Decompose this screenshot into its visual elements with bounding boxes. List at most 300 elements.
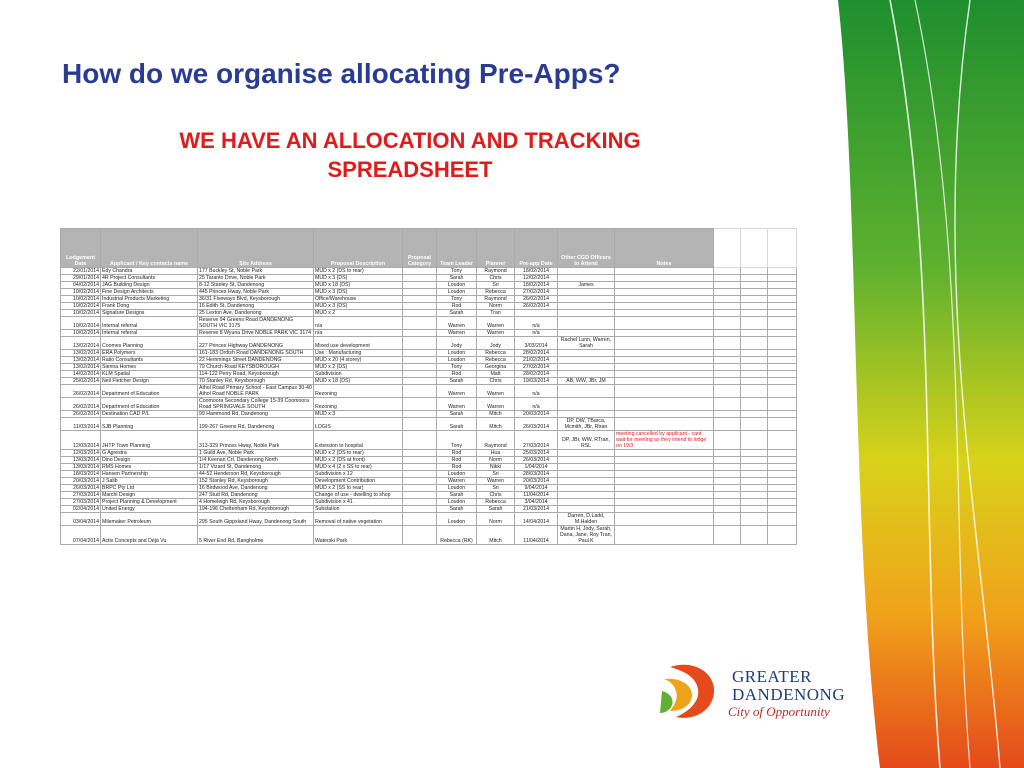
cell-proposal-description: Change of use - dwelling to shop — [314, 492, 403, 499]
cell-blank — [768, 513, 797, 526]
cell-other-officers — [558, 411, 615, 418]
cell-other-officers — [558, 357, 615, 364]
cell-blank — [741, 317, 768, 330]
cell-other-officers — [558, 303, 615, 310]
cell-proposal-description: MUD x 3 (DS) — [314, 303, 403, 310]
cell-site-address: 44-52 Henderson Rd, Keysborough — [198, 471, 314, 478]
table-row — [61, 310, 797, 317]
header-pre-app-date: Pre-app Date — [515, 229, 558, 268]
cell-proposal-category — [403, 506, 437, 513]
table-row — [61, 411, 797, 418]
cell-notes — [615, 275, 714, 282]
cell-blank — [714, 364, 741, 371]
cell-other-officers — [558, 330, 615, 337]
cell-blank — [741, 330, 768, 337]
table-row — [61, 296, 797, 303]
cell-site-address: Coomoora Secondary College 15-39 Coomoora Road SPRINGVALE SOUTH — [198, 398, 314, 411]
cell-blank — [768, 464, 797, 471]
cell-lodgement-date: 26/02/2014 — [61, 398, 101, 411]
cell-blank — [741, 296, 768, 303]
cell-proposal-category — [403, 411, 437, 418]
cell-blank — [714, 296, 741, 303]
cell-blank — [741, 499, 768, 506]
cell-notes — [615, 485, 714, 492]
cell-pre-app-date: 27/03/2014 — [515, 431, 558, 450]
cell-proposal-category — [403, 499, 437, 506]
table-row — [61, 371, 797, 378]
cell-applicant: Marchi Design — [101, 492, 198, 499]
cell-applicant: Internal referral — [101, 317, 198, 330]
cell-proposal-description: MUD x 4 (2 x SS to rear) — [314, 464, 403, 471]
cell-planner: Raymond — [477, 431, 515, 450]
table-row — [61, 478, 797, 485]
cell-notes — [615, 268, 714, 275]
cell-blank — [768, 418, 797, 431]
cell-other-officers: AB, WW, JBr, JM — [558, 378, 615, 385]
cell-team-leader: Sarah — [437, 275, 477, 282]
cell-team-leader: Sarah — [437, 310, 477, 317]
cell-lodgement-date: 26/02/2014 — [61, 411, 101, 418]
table-row — [61, 317, 797, 330]
cell-proposal-description: LOGIS — [314, 418, 403, 431]
cell-blank — [768, 526, 797, 545]
cell-team-leader: Sarah — [437, 378, 477, 385]
cell-team-leader: Tony — [437, 364, 477, 371]
cell-planner: Matt — [477, 371, 515, 378]
cell-team-leader: Tony — [437, 431, 477, 450]
cell-applicant: Coomes Planning — [101, 337, 198, 350]
logo-text-greater: GREATER — [732, 667, 812, 686]
cell-proposal-description: MUD x 3 — [314, 411, 403, 418]
cell-blank — [741, 364, 768, 371]
cell-lodgement-date: 25/02/2014 — [61, 378, 101, 385]
cell-planner: Warren — [477, 385, 515, 398]
cell-other-officers — [558, 364, 615, 371]
cell-blank — [741, 485, 768, 492]
cell-blank — [768, 350, 797, 357]
header-applicant: Applicant / Key contacts name — [101, 229, 198, 268]
cell-blank — [741, 411, 768, 418]
cell-other-officers — [558, 464, 615, 471]
cell-applicant: Fine Design Architects — [101, 289, 198, 296]
cell-notes — [615, 337, 714, 350]
cell-site-address: 247 Stud Rd, Dandenong — [198, 492, 314, 499]
table-row — [61, 431, 797, 450]
cell-planner: Warren — [477, 398, 515, 411]
cell-planner: Sri — [477, 282, 515, 289]
table-row — [61, 506, 797, 513]
cell-site-address: 25 Lexton Ave, Dandenong — [198, 310, 314, 317]
cell-lodgement-date: 26/03/2014 — [61, 485, 101, 492]
cell-pre-app-date: 28/03/2014 — [515, 471, 558, 478]
cell-pre-app-date: 25/03/2014 — [515, 450, 558, 457]
cell-blank — [768, 478, 797, 485]
allocation-spreadsheet — [60, 228, 796, 570]
cell-notes — [615, 317, 714, 330]
cell-pre-app-date: 28/02/2014 — [515, 350, 558, 357]
cell-applicant: Industrial Products Marketing — [101, 296, 198, 303]
cell-blank — [741, 478, 768, 485]
cell-blank — [714, 526, 741, 545]
cell-blank — [768, 337, 797, 350]
cell-proposal-category — [403, 337, 437, 350]
cell-lodgement-date: 02/04/2014 — [61, 506, 101, 513]
cell-site-address: 1 Guild Ave, Noble Park — [198, 450, 314, 457]
cell-team-leader: Loudon — [437, 357, 477, 364]
cell-planner: Nikki — [477, 464, 515, 471]
cell-blank — [741, 289, 768, 296]
table-row — [61, 485, 797, 492]
cell-blank — [714, 506, 741, 513]
cell-blank — [714, 337, 741, 350]
cell-proposal-description: MUD x 18 (DS) — [314, 378, 403, 385]
header-blank — [741, 229, 768, 268]
cell-other-officers: Martin H, Jody, Sarah, Dana, Jane, Roy Tran, Paul K — [558, 526, 615, 545]
table-row — [61, 303, 797, 310]
cell-pre-app-date: 27/02/2014 — [515, 289, 558, 296]
cell-blank — [714, 464, 741, 471]
cell-planner: Rebecca — [477, 499, 515, 506]
cell-other-officers — [558, 450, 615, 457]
cell-team-leader: Sarah — [437, 411, 477, 418]
cell-blank — [714, 418, 741, 431]
cell-team-leader: Warren — [437, 330, 477, 337]
cell-notes — [615, 457, 714, 464]
cell-site-address: 227 Princes Highway DANDENONG — [198, 337, 314, 350]
cell-pre-app-date: 14/04/2014 — [515, 513, 558, 526]
cell-other-officers — [558, 457, 615, 464]
cell-site-address: 313-329 Princes Hway, Noble Park — [198, 431, 314, 450]
cell-blank — [741, 506, 768, 513]
cell-proposal-description: n/a — [314, 330, 403, 337]
cell-proposal-category — [403, 357, 437, 364]
cell-applicant: Internal referral — [101, 330, 198, 337]
cell-notes — [615, 350, 714, 357]
table-row — [61, 385, 797, 398]
cell-pre-app-date: n/a — [515, 385, 558, 398]
cell-planner: Mitch — [477, 418, 515, 431]
cell-team-leader: Warren — [437, 385, 477, 398]
cell-blank — [714, 289, 741, 296]
cell-other-officers — [558, 317, 615, 330]
cell-site-address: 70 Stanley Rd, Keysborough — [198, 378, 314, 385]
cell-other-officers — [558, 478, 615, 485]
cell-notes — [615, 289, 714, 296]
table-row — [61, 450, 797, 457]
cell-site-address: 16 Edith St, Dandenong — [198, 303, 314, 310]
cell-blank — [768, 310, 797, 317]
cell-other-officers: DP, JBr, WW, RTran, RSL — [558, 431, 615, 450]
cell-lodgement-date: 10/02/2014 — [61, 310, 101, 317]
cell-applicant: Activ Concepts and Déjà Vu — [101, 526, 198, 545]
cell-notes — [615, 471, 714, 478]
cell-planner: Warren — [477, 317, 515, 330]
cell-blank — [741, 371, 768, 378]
cell-applicant: United Energy — [101, 506, 198, 513]
cell-other-officers — [558, 492, 615, 499]
cell-applicant: Department of Education — [101, 398, 198, 411]
cell-planner: Mitch — [477, 526, 515, 545]
cell-lodgement-date: 10/02/2014 — [61, 330, 101, 337]
cell-blank — [714, 317, 741, 330]
cell-notes — [615, 492, 714, 499]
cell-applicant: JAG Building Design — [101, 282, 198, 289]
decorative-gradient-band — [820, 0, 1024, 768]
cell-site-address: 1/4 Keenan Crt, Dandenong North — [198, 457, 314, 464]
cell-lodgement-date: 10/02/2014 — [61, 303, 101, 310]
cell-pre-app-date: 18/02/2014 — [515, 282, 558, 289]
cell-blank — [768, 471, 797, 478]
cell-blank — [741, 385, 768, 398]
header-notes: Notes — [615, 229, 714, 268]
cell-proposal-description: Rezoning — [314, 385, 403, 398]
cell-blank — [741, 471, 768, 478]
cell-blank — [714, 282, 741, 289]
cell-team-leader: Loudon — [437, 289, 477, 296]
cell-applicant: RMS Homes — [101, 464, 198, 471]
cell-blank — [768, 268, 797, 275]
cell-applicant: ERA Polymers — [101, 350, 198, 357]
cell-proposal-description: MUD x 2 (DS to rear) — [314, 268, 403, 275]
cell-proposal-description: Mixed use development — [314, 337, 403, 350]
header-lodgement-date: Lodgement Date — [61, 229, 101, 268]
table-row — [61, 492, 797, 499]
cell-team-leader: Rod — [437, 450, 477, 457]
cell-applicant: Neil Fletcher Design — [101, 378, 198, 385]
cell-proposal-category — [403, 268, 437, 275]
cell-proposal-description: Extension to hospital — [314, 431, 403, 450]
cell-lodgement-date: 18/03/2014 — [61, 471, 101, 478]
cell-pre-app-date: 1/04/2014 — [515, 464, 558, 471]
cell-blank — [714, 471, 741, 478]
cell-other-officers — [558, 485, 615, 492]
cell-notes — [615, 499, 714, 506]
cell-blank — [741, 457, 768, 464]
cell-notes — [615, 526, 714, 545]
cell-team-leader: Rebecca (RK) — [437, 526, 477, 545]
cell-blank — [768, 364, 797, 371]
cell-planner: Mitch — [477, 411, 515, 418]
cell-planner: Sri — [477, 485, 515, 492]
header-blank — [768, 229, 797, 268]
cell-blank — [714, 431, 741, 450]
cell-planner: Sarah — [477, 506, 515, 513]
cell-planner: Norm — [477, 457, 515, 464]
cell-lodgement-date: 13/02/2014 — [61, 357, 101, 364]
cell-notes — [615, 357, 714, 364]
cell-proposal-category — [403, 317, 437, 330]
cell-planner: Rebecca — [477, 289, 515, 296]
cell-pre-app-date: 21/03/2014 — [515, 506, 558, 513]
cell-pre-app-date: 3/03/2014 — [515, 337, 558, 350]
cell-applicant: Department of Education — [101, 385, 198, 398]
cell-site-address: 1/17 Vizard St, Dandenong — [198, 464, 314, 471]
cell-proposal-description: Rezoning — [314, 398, 403, 411]
cell-blank — [741, 310, 768, 317]
table-row — [61, 357, 797, 364]
cell-blank — [714, 357, 741, 364]
cell-pre-app-date: 26/03/2014 — [515, 418, 558, 431]
cell-proposal-category — [403, 513, 437, 526]
cell-blank — [741, 350, 768, 357]
cell-blank — [768, 506, 797, 513]
cell-proposal-category — [403, 371, 437, 378]
cell-blank — [768, 450, 797, 457]
cell-blank — [741, 398, 768, 411]
cell-proposal-category — [403, 350, 437, 357]
cell-pre-app-date: 12/02/2014 — [515, 275, 558, 282]
cell-applicant: Dino Design — [101, 457, 198, 464]
cell-proposal-category — [403, 485, 437, 492]
cell-other-officers — [558, 268, 615, 275]
cell-proposal-description: n/a — [314, 317, 403, 330]
cell-site-address: 79 Church Road KEYSBOROUGH — [198, 364, 314, 371]
cell-notes — [615, 330, 714, 337]
cell-proposal-category — [403, 296, 437, 303]
cell-lodgement-date: 12/03/2014 — [61, 431, 101, 450]
cell-pre-app-date: 18/02/2014 — [515, 268, 558, 275]
cell-proposal-description: Substation — [314, 506, 403, 513]
cell-other-officers — [558, 350, 615, 357]
cell-site-address: 4 Homeleigh Rd, Keysborough — [198, 499, 314, 506]
cell-site-address: 152 Stanley Rd, Keysborough — [198, 478, 314, 485]
table-row — [61, 330, 797, 337]
cell-proposal-category — [403, 289, 437, 296]
cell-team-leader: Tony — [437, 268, 477, 275]
cell-planner: Chris — [477, 378, 515, 385]
header-other-officers: Other CGD Officers to Attend — [558, 229, 615, 268]
cell-blank — [768, 378, 797, 385]
cell-pre-app-date: 26/02/2014 — [515, 303, 558, 310]
cell-planner: Raymond — [477, 268, 515, 275]
cell-notes — [615, 310, 714, 317]
cell-site-address: 16 Birdwood Ave, Dandenong — [198, 485, 314, 492]
subtitle-line-2: SPREADSHEET — [327, 157, 493, 182]
cell-applicant: Milemaker Petroleum — [101, 513, 198, 526]
cell-team-leader: Loudon — [437, 513, 477, 526]
cell-proposal-category — [403, 431, 437, 450]
cell-other-officers — [558, 371, 615, 378]
table-row — [61, 268, 797, 275]
cell-other-officers — [558, 275, 615, 282]
spreadsheet-body — [61, 268, 797, 545]
cell-team-leader: Warren — [437, 478, 477, 485]
cell-applicant: Destination CAD P/L — [101, 411, 198, 418]
cell-other-officers — [558, 471, 615, 478]
cell-blank — [768, 398, 797, 411]
cell-notes — [615, 371, 714, 378]
cell-applicant: Ratio Consultants — [101, 357, 198, 364]
cell-notes — [615, 513, 714, 526]
cell-notes — [615, 478, 714, 485]
cell-proposal-category — [403, 457, 437, 464]
cell-proposal-category — [403, 418, 437, 431]
cell-lodgement-date: 03/04/2014 — [61, 513, 101, 526]
cell-blank — [714, 499, 741, 506]
table-row — [61, 513, 797, 526]
cell-proposal-category — [403, 303, 437, 310]
cell-applicant: KLM Spatial — [101, 371, 198, 378]
cell-site-address: 177 Buckley St, Noble Park — [198, 268, 314, 275]
cell-pre-app-date: n/a — [515, 330, 558, 337]
cell-site-address: 199-267 Greens Rd, Dandenong — [198, 418, 314, 431]
cell-notes — [615, 450, 714, 457]
cell-other-officers — [558, 499, 615, 506]
cell-lodgement-date: 26/02/2014 — [61, 385, 101, 398]
cell-notes: meeting cancelled by applicant - cant wait for meeting as they intend to lodge on 19/3 — [615, 431, 714, 450]
cell-site-address: Athol Road Primary School - East Campus 30-40 Athol Road NOBLE PARK — [199, 385, 312, 397]
cell-lodgement-date: 27/03/2014 — [61, 492, 101, 499]
cell-lodgement-date: 12/03/2014 — [61, 450, 101, 457]
cell-blank — [714, 411, 741, 418]
cell-team-leader: Warren — [437, 317, 477, 330]
cell-pre-app-date: 9/04/2014 — [515, 485, 558, 492]
table-row — [61, 282, 797, 289]
cell-proposal-description: MUD x 2 — [314, 310, 403, 317]
header-team-leader: Team Leader — [437, 229, 477, 268]
cell-blank — [768, 431, 797, 450]
table-row — [61, 350, 797, 357]
cell-pre-app-date: 21/02/2014 — [515, 357, 558, 364]
cell-site-address: 36/31 Fiveways Blvd, Keysborough — [198, 296, 314, 303]
cell-notes — [615, 296, 714, 303]
cell-applicant: JHTP Town Planning — [101, 431, 198, 450]
cell-proposal-category — [403, 526, 437, 545]
cell-proposal-category — [403, 471, 437, 478]
table-row — [61, 364, 797, 371]
cell-lodgement-date: 13/02/2014 — [61, 364, 101, 371]
cell-planner: Hua — [477, 450, 515, 457]
slide-subtitle — [60, 126, 760, 184]
cell-planner: Georgina — [477, 364, 515, 371]
cell-planner: Chris — [477, 275, 515, 282]
cell-planner: Warren — [477, 330, 515, 337]
logo-text-dandenong: DANDENONG — [732, 685, 846, 704]
cell-lodgement-date: 07/04/2014 — [61, 526, 101, 545]
cell-applicant: SJB Planning — [101, 418, 198, 431]
header-planner: Planner — [477, 229, 515, 268]
cell-blank — [768, 330, 797, 337]
cell-team-leader: Loudon — [437, 471, 477, 478]
cell-planner: Rebecca — [477, 357, 515, 364]
cell-pre-app-date: 27/02/2014 — [515, 364, 558, 371]
cell-team-leader: Loudon — [437, 485, 477, 492]
cell-blank — [741, 378, 768, 385]
cell-proposal-category — [403, 478, 437, 485]
cell-site-address: 99 Hammond Rd, Dandenong — [198, 411, 314, 418]
table-row — [61, 418, 797, 431]
cell-applicant: 4R Project Consultants — [101, 275, 198, 282]
cell-proposal-description: Removal of native vegetation — [314, 513, 403, 526]
spreadsheet-header-row — [61, 229, 797, 268]
cell-proposal-category — [403, 464, 437, 471]
cell-blank — [768, 357, 797, 364]
cell-blank — [714, 457, 741, 464]
cell-planner: Raymond — [477, 296, 515, 303]
cell-blank — [714, 303, 741, 310]
cell-proposal-description: Office/Warehouse — [314, 296, 403, 303]
cell-team-leader: Tony — [437, 296, 477, 303]
cell-lodgement-date: 10/02/2014 — [61, 289, 101, 296]
cell-notes — [615, 464, 714, 471]
cell-notes — [615, 364, 714, 371]
cell-other-officers — [558, 398, 615, 411]
cell-blank — [714, 330, 741, 337]
cell-blank — [768, 492, 797, 499]
cell-lodgement-date: 13/02/2014 — [61, 337, 101, 350]
cell-planner: Norm — [477, 303, 515, 310]
cell-lodgement-date: 11/03/2014 — [61, 418, 101, 431]
